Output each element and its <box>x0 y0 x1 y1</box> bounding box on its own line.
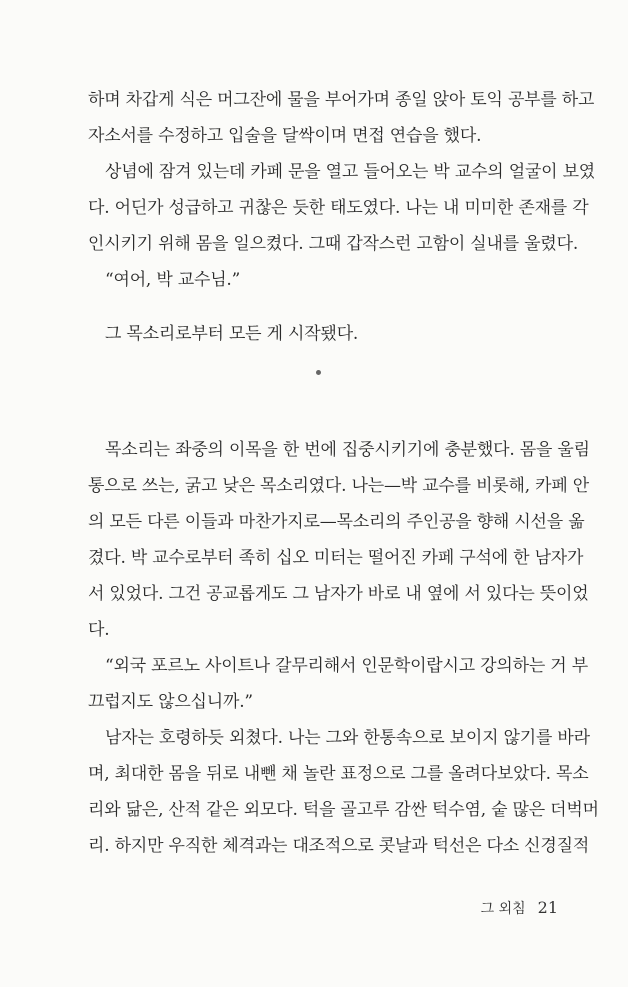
text-line: 그 목소리로부터 모든 게 시작됐다. <box>105 324 359 344</box>
text-line: 목소리는 좌중의 이목을 한 번에 집중시키기에 충분했다. 몸을 울림 <box>105 440 590 460</box>
text-line: 인시키기 위해 몸을 일으켰다. 그때 갑작스런 고함이 실내를 울렸다. <box>88 234 579 254</box>
text-line: “여어, 박 교수님.” <box>105 270 241 290</box>
paragraph-gap <box>88 298 558 316</box>
text-line: 다. 어딘가 성급하고 귀찮은 듯한 태도였다. 나는 내 미미한 존재를 각 <box>88 198 589 218</box>
text-line: “외국 포르노 사이트나 갈무리해서 인문학이랍시고 강의하는 거 부 <box>105 656 588 676</box>
text-line: 상념에 잠겨 있는데 카페 문을 열고 들어오는 박 교수의 얼굴이 보였 <box>105 162 596 182</box>
body-text <box>88 82 599 864</box>
running-chapter-title: 그 외침 <box>480 901 526 917</box>
text-line: 끄럽지도 않으십니까.” <box>88 692 253 712</box>
text-line: 리와 닮은, 산적 같은 외모다. 턱을 골고루 감싼 턱수염, 숱 많은 더벅머 <box>88 800 599 820</box>
text-line: 자소서를 수정하고 입술을 달싹이며 면접 연습을 했다. <box>88 126 482 146</box>
text-line: 서 있었다. 그건 공교롭게도 그 남자가 바로 내 옆에 서 있다는 뜻이었 <box>88 584 589 604</box>
text-line: 통으로 쓰는, 굵고 낮은 목소리였다. 나는—박 교수를 비롯해, 카페 안 <box>88 476 590 496</box>
text-line: 리. 하지만 우직한 체격과는 대조적으로 콧날과 턱선은 다소 신경질적 <box>88 836 590 856</box>
section-break-dot <box>316 370 321 375</box>
section-break <box>88 352 558 392</box>
text-line: 다. <box>88 620 110 640</box>
text-line: 남자는 호령하듯 외쳤다. 나는 그와 한통속으로 보이지 않기를 바라 <box>105 728 590 748</box>
text-line: 의 모든 다른 이들과 마찬가지로—목소리의 주인공을 향해 시선을 옮 <box>88 512 585 532</box>
text-line: 겼다. 박 교수로부터 족히 십오 미터는 떨어진 카페 구석에 한 남자가 <box>88 548 584 568</box>
text-line: 며, 최대한 몸을 뒤로 내뺀 채 놀란 표정으로 그를 올려다보았다. 목소 <box>88 764 589 784</box>
text-line: 하며 차갑게 식은 머그잔에 물을 부어가며 종일 앉아 토익 공부를 하고 <box>88 90 595 110</box>
paragraph-gap <box>88 392 558 432</box>
page-number: 21 <box>537 898 558 917</box>
page-footer <box>481 898 558 918</box>
